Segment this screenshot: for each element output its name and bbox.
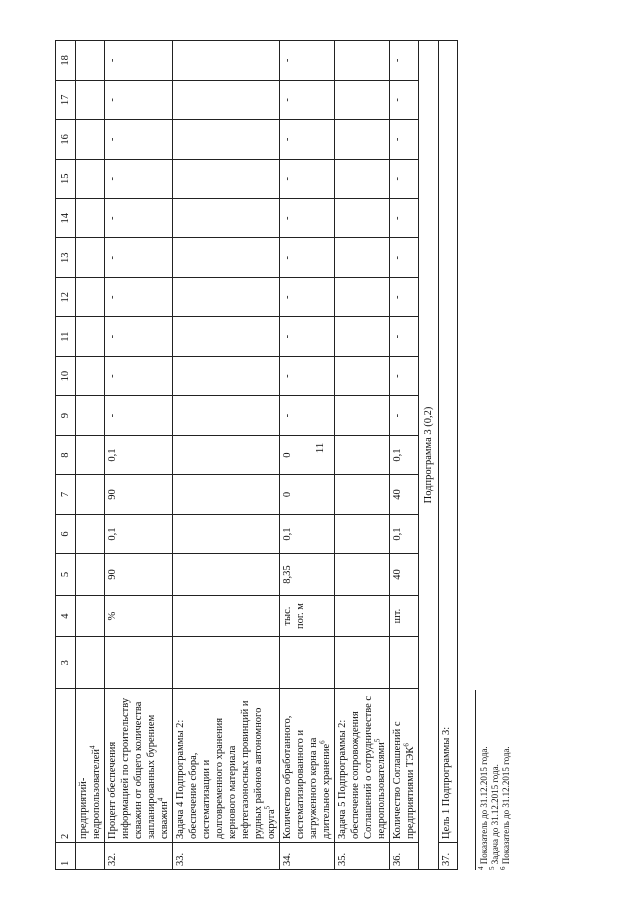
value-cell: 0,1: [105, 435, 173, 474]
value-cell: -: [390, 238, 419, 277]
footnote-rule: [475, 690, 476, 870]
footnote: [501, 40, 512, 870]
value-cell: [173, 554, 280, 596]
indicator-name: предприятий-недропользователей$^4$: [76, 689, 105, 843]
value-cell: [173, 159, 280, 198]
footnote-mark: 4: [477, 866, 485, 870]
value-cell: [76, 317, 105, 356]
header-cell: 14: [56, 199, 76, 238]
value-cell: [173, 80, 280, 119]
row-number: 37.: [439, 843, 458, 870]
value-cell: [335, 396, 390, 435]
value-cell: [76, 435, 105, 474]
footnotes: [475, 40, 512, 870]
footnote-ref: 4: [88, 745, 97, 749]
indicator-name: Задача 4 Подпрограммы 2: обеспечение сбора, систематизации и долговременного хранения кернового материала нефтегазоносных провинций и рудных районов автономного округа$^5$: [173, 689, 280, 843]
row-number: 34.: [280, 843, 335, 870]
table-row: [105, 41, 173, 870]
value-cell: [76, 277, 105, 316]
value-cell: [335, 514, 390, 553]
row-number: 32.: [105, 843, 173, 870]
footnote-ref: 6: [318, 740, 327, 744]
value-cell: [173, 475, 280, 514]
value-cell: [76, 159, 105, 198]
value-cell: -: [390, 277, 419, 316]
value-cell: [335, 238, 390, 277]
indicator-name: Задача 5 Подпрограммы 2: обеспечение сопровождения Соглашений о сотрудничестве с недропользователями$^5$: [335, 689, 390, 843]
header-cell: 9: [56, 396, 76, 435]
page-number: 11: [314, 442, 326, 454]
rotated-page-content: [55, 25, 520, 870]
footnote-text: Задача до 31.12.2015 года.: [490, 764, 500, 867]
header-cell: 11: [56, 317, 76, 356]
table-row: [390, 41, 419, 870]
value-cell: 0,1: [280, 514, 335, 553]
row-number: [76, 843, 105, 870]
value-cell: -: [390, 317, 419, 356]
value-cell: [390, 637, 419, 689]
value-cell: -: [105, 41, 173, 81]
header-cell: 13: [56, 238, 76, 277]
value-cell: [173, 396, 280, 435]
value-cell: -: [390, 120, 419, 159]
value-cell: [173, 435, 280, 474]
header-cell: 3: [56, 637, 76, 689]
value-cell: шт.: [390, 595, 419, 637]
footnote: [479, 40, 490, 870]
value-cell: [173, 356, 280, 395]
value-cell: [335, 435, 390, 474]
value-cell: -: [105, 238, 173, 277]
value-cell: [335, 80, 390, 119]
header-cell: 8: [56, 435, 76, 474]
value-cell: [76, 595, 105, 637]
indicators-table: [55, 40, 458, 870]
header-cell: 18: [56, 41, 76, 81]
indicator-name: Процент обеспечения информацией по строительству скважин от общего количества запланированных бурением скважин$^4$: [105, 689, 173, 843]
value-cell: -: [105, 120, 173, 159]
value-cell: -: [390, 41, 419, 81]
footnote-ref: 5: [373, 738, 382, 743]
value-cell: [173, 41, 280, 81]
value-cell: 0,1: [390, 514, 419, 553]
value-cell: 0,1: [105, 514, 173, 553]
value-cell: 0: [280, 435, 335, 474]
header-cell: 2: [56, 689, 76, 843]
value-cell: -: [105, 80, 173, 119]
header-cell: 6: [56, 514, 76, 553]
header-cell: 16: [56, 120, 76, 159]
value-cell: -: [390, 356, 419, 395]
value-cell: [105, 637, 173, 689]
goal-title: Цель 1 Подпрограммы 3:: [439, 41, 458, 843]
value-cell: -: [280, 356, 335, 395]
row-number: 33.: [173, 843, 280, 870]
indicator-name: Количество Соглашений с предприятиями ТЭК$^6$: [390, 689, 419, 843]
value-cell: [76, 356, 105, 395]
value-cell: -: [105, 277, 173, 316]
value-cell: -: [390, 80, 419, 119]
footnote-mark: 6: [499, 866, 507, 870]
header-cell: 1: [56, 843, 76, 870]
value-cell: [335, 120, 390, 159]
subprogram-row: [419, 41, 439, 870]
value-cell: 0: [280, 475, 335, 514]
value-cell: -: [280, 41, 335, 81]
footnote-ref: 6: [402, 743, 411, 747]
value-cell: [335, 159, 390, 198]
value-cell: -: [390, 159, 419, 198]
table-row: [173, 41, 280, 870]
value-cell: [76, 637, 105, 689]
value-cell: -: [280, 277, 335, 316]
value-cell: тыс. пог. м: [280, 595, 335, 637]
value-cell: 90: [105, 475, 173, 514]
value-cell: [76, 41, 105, 81]
subprogram-title: Подпрограмма 3 (0,2): [419, 41, 439, 870]
header-cell: 7: [56, 475, 76, 514]
value-cell: -: [280, 396, 335, 435]
value-cell: [335, 199, 390, 238]
goal-row: [439, 41, 458, 870]
value-cell: 90: [105, 554, 173, 596]
value-cell: [173, 238, 280, 277]
footnote-ref: 4: [156, 797, 165, 802]
header-cell: 5: [56, 554, 76, 596]
value-cell: [173, 199, 280, 238]
value-cell: [173, 277, 280, 316]
value-cell: [335, 41, 390, 81]
value-cell: [76, 120, 105, 159]
header-cell: 15: [56, 159, 76, 198]
table-row: [335, 41, 390, 870]
value-cell: [76, 554, 105, 596]
value-cell: [76, 396, 105, 435]
value-cell: -: [390, 199, 419, 238]
footnote-text: Показатель до 31.12.2015 года.: [501, 746, 511, 867]
value-cell: -: [105, 199, 173, 238]
footnote-text: Показатель до 31.12.2015 года.: [479, 746, 489, 867]
value-cell: -: [105, 317, 173, 356]
value-cell: [335, 317, 390, 356]
header-cell: 10: [56, 356, 76, 395]
value-cell: 0,1: [390, 435, 419, 474]
value-cell: [173, 317, 280, 356]
value-cell: -: [390, 396, 419, 435]
value-cell: [335, 356, 390, 395]
value-cell: -: [280, 238, 335, 277]
indicator-name: Количество обработанного, систематизированного и загруженного керна на длительное хранение$^6$: [280, 689, 335, 843]
value-cell: [173, 514, 280, 553]
value-cell: [76, 514, 105, 553]
value-cell: -: [105, 356, 173, 395]
header-cell: 17: [56, 80, 76, 119]
value-cell: [76, 475, 105, 514]
header-cell: 4: [56, 595, 76, 637]
footnote: [490, 40, 501, 870]
row-number: 36.: [390, 843, 419, 870]
footnote-ref: 5: [263, 805, 272, 810]
value-cell: [76, 238, 105, 277]
value-cell: [76, 199, 105, 238]
row-number: 35.: [335, 843, 390, 870]
footnote-mark: 5: [488, 866, 496, 870]
value-cell: -: [280, 120, 335, 159]
value-cell: [335, 475, 390, 514]
value-cell: -: [280, 199, 335, 238]
value-cell: 40: [390, 475, 419, 514]
value-cell: [173, 637, 280, 689]
value-cell: 40: [390, 554, 419, 596]
table-row: [76, 41, 105, 870]
value-cell: -: [105, 396, 173, 435]
value-cell: -: [280, 80, 335, 119]
value-cell: [335, 595, 390, 637]
value-cell: [76, 80, 105, 119]
value-cell: [173, 595, 280, 637]
value-cell: [280, 637, 335, 689]
value-cell: [335, 277, 390, 316]
header-cell: 12: [56, 277, 76, 316]
value-cell: [335, 554, 390, 596]
value-cell: 8,35: [280, 554, 335, 596]
table-row: [280, 41, 335, 870]
value-cell: [335, 637, 390, 689]
header-row: [56, 41, 76, 870]
value-cell: %: [105, 595, 173, 637]
value-cell: -: [280, 317, 335, 356]
value-cell: -: [280, 159, 335, 198]
value-cell: -: [105, 159, 173, 198]
value-cell: [173, 120, 280, 159]
